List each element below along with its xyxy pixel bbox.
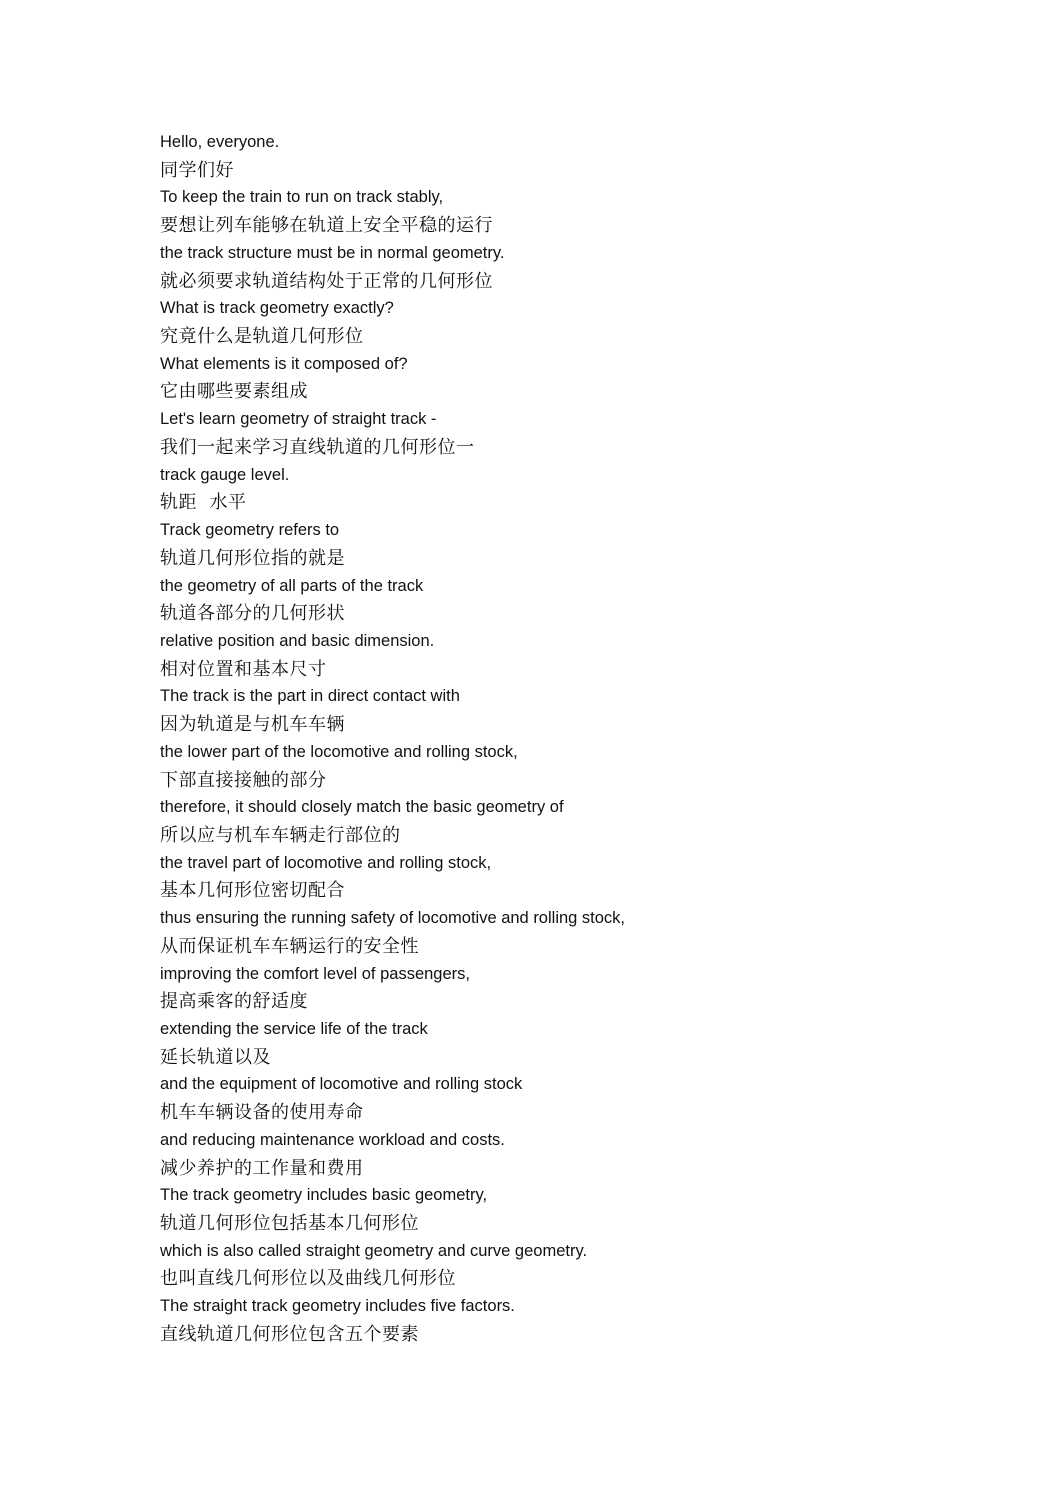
line-zh: 就必须要求轨道结构处于正常的几何形位 [160,270,493,292]
line-en: The track geometry includes basic geometry, [160,1186,488,1205]
line-zh: 轨道几何形位包括基本几何形位 [160,1213,419,1235]
line-en: What elements is it composed of? [160,354,408,373]
line-zh: 也叫直线几何形位以及曲线几何形位 [160,1268,456,1290]
line-zh: 下部直接接触的部分 [160,769,327,791]
line-zh: 从而保证机车车辆运行的安全性 [160,935,419,957]
line-zh: 因为轨道是与机车车辆 [160,714,345,736]
line-en: extending the service life of the track [160,1020,428,1038]
line-en: the track structure must be in normal geometry. [160,243,505,262]
line-zh: 我们一起来学习直线轨道的几何形位一 [160,436,475,458]
line-zh: 提高乘客的舒适度 [160,991,308,1013]
line-zh: 直线轨道几何形位包含五个要素 [160,1323,419,1345]
line-en: improving the comfort level of passengers, [160,964,470,983]
line-en: Let's learn geometry of straight track - [160,410,437,429]
line-zh: 相对位置和基本尺寸 [160,658,327,680]
line-en: the lower part of the locomotive and rolling stock, [160,742,518,761]
line-zh: 究竟什么是轨道几何形位 [160,326,364,348]
line-en: and reducing maintenance workload and costs. [160,1130,505,1149]
line-zh: 轨距 水平 [160,492,247,514]
line-en: Hello, everyone. [160,133,280,151]
transcript-lines [160,129,960,1349]
line-zh: 所以应与机车车辆走行部位的 [160,824,401,846]
line-zh: 减少养护的工作量和费用 [160,1157,364,1179]
line-en: The track is the part in direct contact with [160,687,460,706]
line-en: What is track geometry exactly? [160,299,394,318]
line-zh: 机车车辆设备的使用寿命 [160,1102,364,1124]
line-zh: 基本几何形位密切配合 [160,880,345,902]
line-en: therefore, it should closely match the basic geometry of [160,798,564,817]
line-en: which is also called straight geometry and curve geometry. [160,1241,588,1260]
line-en: relative position and basic dimension. [160,631,435,650]
line-en: and the equipment of locomotive and rolling stock [160,1075,523,1094]
line-en: the geometry of all parts of the track [160,576,424,595]
line-zh: 同学们好 [160,159,234,181]
line-en: Track geometry refers to [160,521,340,540]
line-zh: 要想让列车能够在轨道上安全平稳的运行 [160,215,493,237]
line-en: the travel part of locomotive and rolling stock, [160,853,492,872]
line-zh: 轨道各部分的几何形状 [160,603,345,625]
line-zh: 延长轨道以及 [160,1046,271,1068]
line-en: thus ensuring the running safety of locomotive and rolling stock, [160,909,626,928]
line-en: To keep the train to run on track stably, [160,188,444,207]
line-zh: 轨道几何形位指的就是 [160,547,345,569]
line-en: The straight track geometry includes five factors. [160,1297,515,1316]
line-zh: 它由哪些要素组成 [160,381,308,403]
line-en: track gauge level. [160,465,290,484]
